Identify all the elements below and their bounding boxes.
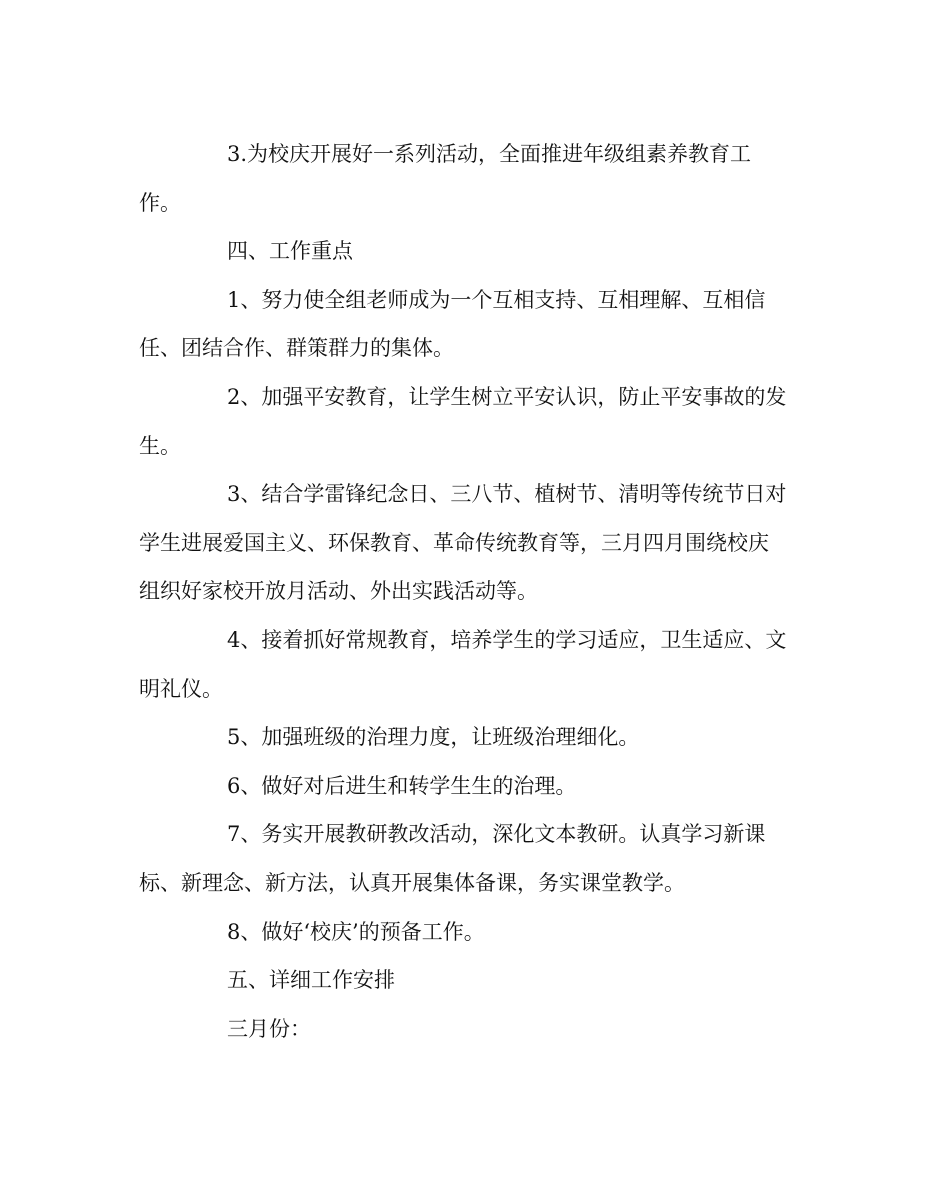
paragraph-line: 6、做好对后进生和转学生生的治理。 xyxy=(227,773,577,798)
paragraph-line: 3、结合学雷锋纪念日、三八节、植树节、清明等传统节日对 xyxy=(227,482,787,507)
paragraph-line: 2、加强平安教育，让学生树立平安认识，防止平安事故的发 xyxy=(227,384,787,409)
paragraph-line: 作。 xyxy=(139,190,181,215)
paragraph-line: 7、务实开展教研教改活动，深化文本教研。认真学习新课 xyxy=(227,822,766,847)
paragraph-line: 组织好家校开放月活动、外出实践活动等。 xyxy=(139,579,538,604)
paragraph-line: 3.为校庆开展好一系列活动，全面推进年级组素养教育工 xyxy=(227,142,752,166)
paragraph-line: 明礼仪。 xyxy=(139,676,223,701)
document-page xyxy=(139,130,807,1053)
paragraph-line: 任、团结合作、群策群力的集体。 xyxy=(139,336,454,361)
section-heading: 四、工作重点 xyxy=(227,239,353,264)
paragraph-line: 5、加强班级的治理力度，让班级治理细化。 xyxy=(227,725,640,750)
paragraph-line: 8、做好‘校庆’的预备工作。 xyxy=(227,919,485,944)
paragraph-line: 生。 xyxy=(139,433,181,458)
paragraph-line: 4、接着抓好常规教育，培养学生的学习适应，卫生适应、文 xyxy=(227,627,787,652)
paragraph-line: 学生进展爱国主义、环保教育、革命传统教育等，三月四月围绕校庆 xyxy=(139,530,769,555)
subsection-heading: 三月份： xyxy=(227,1016,311,1041)
paragraph-line: 1、努力使全组老师成为一个互相支持、互相理解、互相信 xyxy=(227,287,766,312)
paragraph-line: 标、新理念、新方法，认真开展集体备课，务实课堂教学。 xyxy=(139,870,685,895)
section-heading: 五、详细工作安排 xyxy=(227,968,395,993)
